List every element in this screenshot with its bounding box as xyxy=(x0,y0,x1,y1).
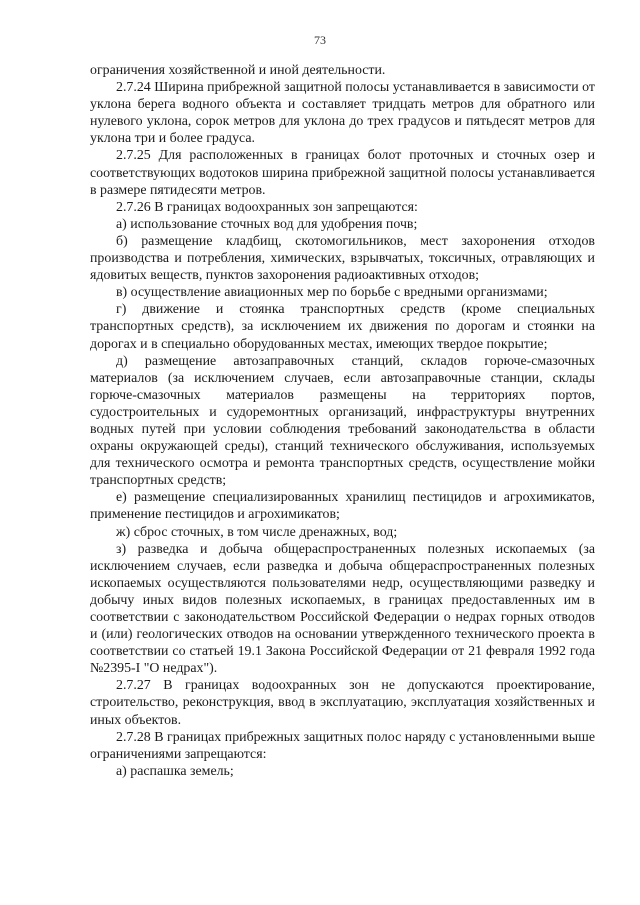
list-item-e: е) размещение специализированных хранилищ пестицидов и агрохимикатов, применение пестицидов и агрохимикатов; xyxy=(90,490,595,523)
paragraph-2-7-24: 2.7.24 Ширина прибрежной защитной полосы устанавливается в зависимости от уклона берега водного объекта и составляет тридцать метров для обратного или нулевого уклона, сорок метров для уклона до трех градусов и пятьдесят метров для уклона три и более градуса. xyxy=(90,80,595,147)
paragraph-2-7-27: 2.7.27 В границах водоохранных зон не допускаются проектирование, строительство, реконструкция, ввод в эксплуатацию, эксплуатация хозяйственных и иных объектов. xyxy=(90,678,595,728)
paragraph-2-7-28: 2.7.28 В границах прибрежных защитных полос наряду с установленными выше ограничениями запрещаются: xyxy=(90,729,595,762)
document-body xyxy=(90,62,595,780)
paragraph-continuation: ограничения хозяйственной и иной деятельности. xyxy=(90,63,386,78)
list-item-g: г) движение и стоянка транспортных средств (кроме специальных транспортных средств), за исключением их движения по дорогам и стоянки на дорогах и в специально оборудованных местах, имеющих твердое покрытие; xyxy=(90,302,595,352)
paragraph-2-7-26: 2.7.26 В границах водоохранных зон запрещаются: xyxy=(116,199,418,215)
page-number: 73 xyxy=(314,33,326,47)
list-item-d: д) размещение автозаправочных станций, складов горюче-смазочных материалов (за исключением случаев, если автозаправочные станции, склады горюче-смазочных материалов размещены на территориях портов, судостроительных и судоремонтных организаций, инфраструктуры внутренних водных путей при условии соблюдения требований законодательства в области охраны окружающей среды), станций технического обслуживания, используемых для технического осмотра и ремонта транспортных средств, осуществление мойки транспортных средств; xyxy=(90,353,595,489)
list-item-z: з) разведка и добыча общераспространенных полезных ископаемых (за исключением случаев, если разведка и добыча общераспространенных полезных ископаемых осуществляются пользователями недр, осуществляющими разведку и добычу иных видов полезных ископаемых, в границах предоставленных им в соответствии с законодательством Российской Федерации о недрах горных отводов и (или) геологических отводов на основании утвержденного технического проекта в соответствии со статьей 19.1 Закона Российской Федерации от 21 февраля 1992 года №2395-I "О недрах"). xyxy=(90,541,595,677)
list-item-a: а) использование сточных вод для удобрения почв; xyxy=(116,216,418,232)
paragraph-2-7-25: 2.7.25 Для расположенных в границах болот проточных и сточных озер и соответствующих водотоков ширина прибрежной защитной полосы устанавливается в размере пятидесяти метров. xyxy=(90,148,595,198)
list-item-v: в) осуществление авиационных мер по борьбе с вредными организмами; xyxy=(116,285,548,301)
list-item-a-2: а) распашка земель; xyxy=(116,763,234,779)
list-item-b: б) размещение кладбищ, скотомогильников, мест захоронения отходов производства и потребления, химических, взрывчатых, токсичных, отравляющих и ядовитых веществ, пунктов захоронения радиоактивных отходов; xyxy=(90,233,595,284)
list-item-zh: ж) сброс сточных, в том числе дренажных, вод; xyxy=(116,524,398,540)
